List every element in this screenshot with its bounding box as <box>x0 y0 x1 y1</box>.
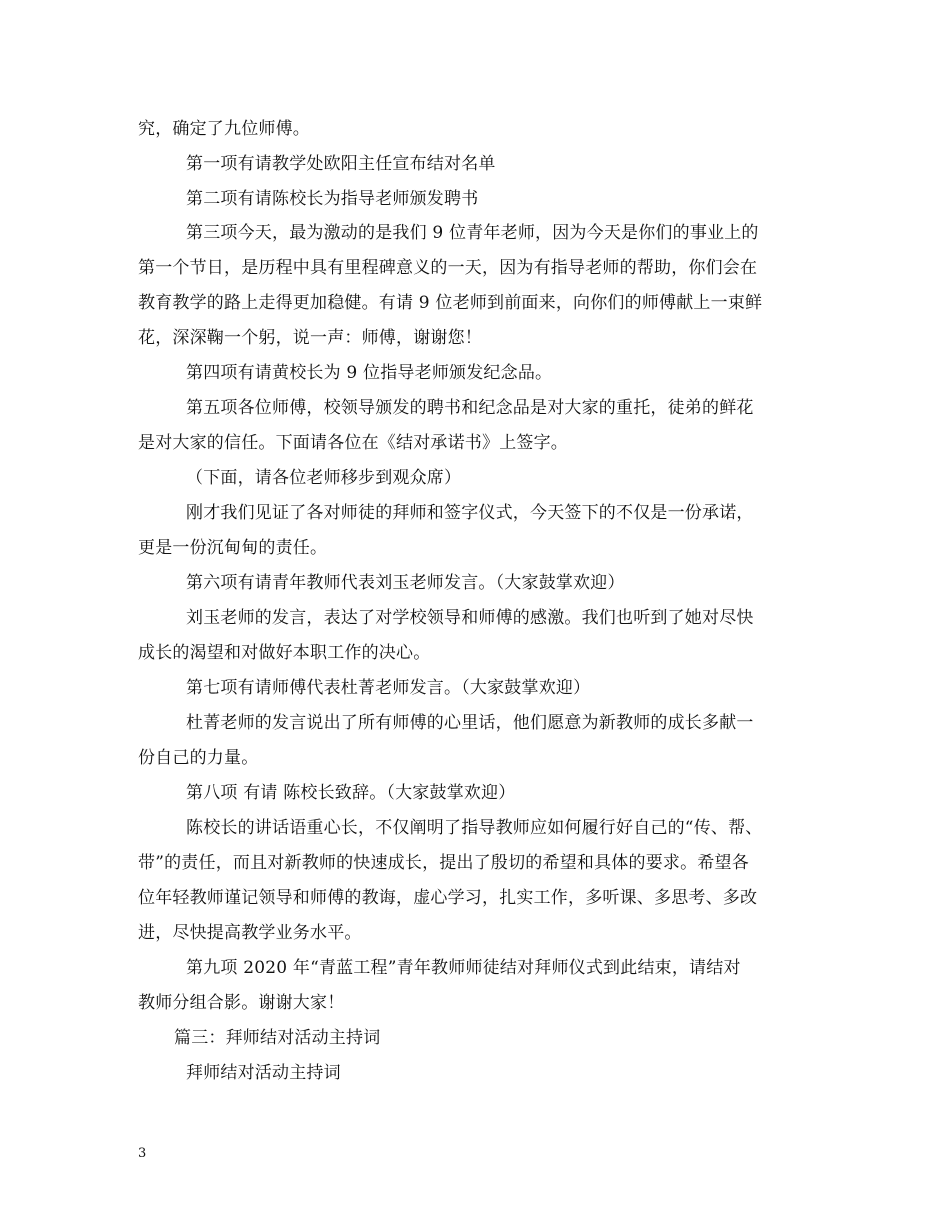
text-line: （下面，请各位老师移步到观众席） <box>186 468 462 488</box>
text-line: 第三项今天，最为激动的是我们 9 位青年老师，因为今天是你们的事业上的 <box>186 223 759 243</box>
text-line: 第八项 有请 陈校长致辞。（大家鼓掌欢迎） <box>186 783 516 803</box>
text-line: 带”的责任，而且对新教师的快速成长，提出了殷切的希望和具体的要求。希望各 <box>138 853 749 873</box>
text-line: 是对大家的信任。下面请各位在《结对承诺书》上签字。 <box>138 433 568 453</box>
text-line: 更是一份沉甸甸的责任。 <box>138 538 328 558</box>
text-line: 第一项有请教学处欧阳主任宣布结对名单 <box>186 154 496 174</box>
text-line: 份自己的力量。 <box>138 748 259 768</box>
text-line: 第一个节日，是历程中具有里程碑意义的一天，因为有指导老师的帮助，你们会在 <box>138 258 758 278</box>
text-line: 究，确定了九位师傅。 <box>138 119 310 139</box>
text-line: 第二项有请陈校长为指导老师颁发聘书 <box>186 189 479 209</box>
text-line: 教师分组合影。谢谢大家！ <box>138 993 345 1013</box>
text-line: 第四项有请黄校长为 9 位指导老师颁发纪念品。 <box>186 363 553 383</box>
text-line: 成长的渴望和对做好本职工作的决心。 <box>138 643 431 663</box>
section-title: 拜师结对活动主持词 <box>186 1063 341 1083</box>
text-line: 陈校长的讲话语重心长，不仅阐明了指导教师应如何履行好自己的“传、帮、 <box>186 818 763 838</box>
text-line: 教育教学的路上走得更加稳健。有请 9 位老师到前面来，向你们的师傅献上一束鲜 <box>138 293 763 313</box>
text-line: 第九项 2020 年“青蓝工程”青年教师师徒结对拜师仪式到此结束，请结对 <box>186 958 741 978</box>
text-line: 第五项各位师傅，校领导颁发的聘书和纪念品是对大家的重托，徒弟的鲜花 <box>186 398 754 418</box>
text-line: 刚才我们见证了各对师徒的拜师和签字仪式，今天签下的不仅是一份承诺， <box>186 503 754 523</box>
section-heading: 篇三：拜师结对活动主持词 <box>174 1028 381 1048</box>
page-number: 3 <box>138 1146 147 1161</box>
text-line: 第七项有请师傅代表杜菁老师发言。（大家鼓掌欢迎） <box>186 678 591 698</box>
text-line: 位年轻教师谨记领导和师傅的教诲，虚心学习，扎实工作，多听课、多思考、多改 <box>138 888 758 908</box>
text-line: 第六项有请青年教师代表刘玉老师发言。（大家鼓掌欢迎） <box>186 573 625 593</box>
text-line: 进，尽快提高教学业务水平。 <box>138 923 362 943</box>
text-line: 花，深深鞠一个躬，说一声：师傅，谢谢您！ <box>138 328 482 348</box>
text-line: 刘玉老师的发言，表达了对学校领导和师傅的感激。我们也听到了她对尽快 <box>186 608 754 628</box>
text-line: 杜菁老师的发言说出了所有师傅的心里话，他们愿意为新教师的成长多献一 <box>186 713 754 733</box>
